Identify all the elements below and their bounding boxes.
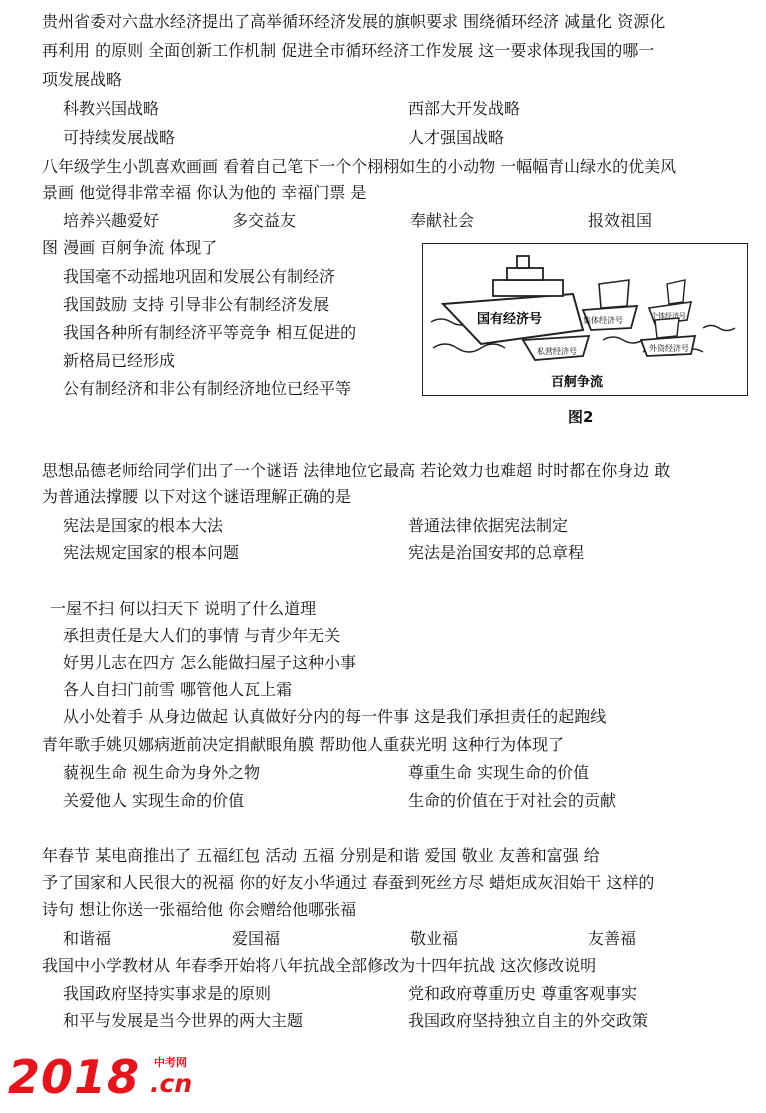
q3-option-cont: 新格局已经形成 [63,351,176,370]
q2-option: 报效祖国 [588,211,653,230]
q4-option: 宪法规定国家的根本问题 [63,543,240,562]
q1-option: 科教兴国战略 [63,99,160,118]
collective-boat-label: 集体经济号 [583,316,623,325]
wave [433,344,505,352]
state-ship-cabin [507,268,543,280]
q1-line-2: 再利用 的原则 全面创新工作机制 促进全市循环经济工作发展 这一要求体现我国的哪一 [42,41,655,60]
logo-year: 2018 [8,1050,141,1104]
q5-option: 好男儿志在四方 怎么能做扫屋子这种小事 [63,653,357,672]
q1-option: 可持续发展战略 [63,128,176,147]
individual-boat-sail [667,280,685,304]
q5-line-1: 一屋不扫 何以扫天下 说明了什么道理 [50,599,317,618]
figure-caption: 图2 [568,408,594,426]
q8-line-1: 我国中小学教材从 年春季开始将八年抗战全部修改为十四年抗战 这次修改说明 [42,956,597,975]
q1-line-3: 项发展战略 [42,70,123,89]
private-boat-label: 私营经济号 [537,347,577,356]
q2-line-2: 景画 他觉得非常幸福 你认为他的 幸福门票 是 [42,183,367,202]
q1-option: 人才强国战略 [408,128,505,147]
q5-option: 从小处着手 从身边做起 认真做好分内的每一件事 这是我们承担责任的起跑线 [63,707,607,726]
q8-option: 和平与发展是当今世界的两大主题 [63,1011,304,1030]
cartoon-figure [422,243,748,396]
q5-option: 各人自扫门前雪 哪管他人瓦上霜 [63,680,293,699]
q1-option: 西部大开发战略 [408,99,521,118]
foreign-boat-sail [655,318,679,338]
q3-option: 我国毫不动摇地巩固和发展公有制经济 [63,267,336,286]
q3-option: 我国鼓励 支持 引导非公有制经济发展 [63,295,330,314]
q8-option: 我国政府坚持实事求是的原则 [63,984,272,1003]
q4-option: 宪法是治国安邦的总章程 [408,543,585,562]
wave [603,337,643,343]
q3-option: 我国各种所有制经济平等竞争 相互促进的 [63,323,357,342]
q6-option: 藐视生命 视生命为身外之物 [63,763,261,782]
individual-boat-label: 个体经济号 [651,312,686,320]
q8-option: 我国政府坚持独立自主的外交政策 [408,1011,649,1030]
site-logo [8,1050,208,1105]
q7-option: 友善福 [588,929,637,948]
q6-option: 关爱他人 实现生命的价值 [63,791,245,810]
q2-option: 培养兴趣爱好 [63,211,160,230]
q4-line-1: 思想品德老师给同学们出了一个谜语 法律地位它最高 若论效力也难超 时时都在你身边 敢 [42,461,671,480]
q6-option: 尊重生命 实现生命的价值 [408,763,590,782]
state-ship-label: 国有经济号 [477,312,543,327]
q7-option: 敬业福 [410,929,459,948]
logo-site-name: 中考网 [154,1056,187,1069]
q4-option: 宪法是国家的根本大法 [63,516,224,535]
logo-domain-suffix: .cn [150,1069,193,1098]
q4-line-2: 为普通法撑腰 以下对这个谜语理解正确的是 [42,487,352,506]
q3-line-1: 图 漫画 百舸争流 体现了 [42,238,218,257]
cartoon-title: 百舸争流 [551,375,604,390]
q5-option: 承担责任是大人们的事情 与青少年无关 [63,626,341,645]
state-ship-deck [493,280,563,296]
state-ship-chimney [517,256,529,268]
q8-option: 党和政府尊重历史 尊重客观事实 [408,984,638,1003]
q6-line-1: 青年歌手姚贝娜病逝前决定捐献眼角膜 帮助他人重获光明 这种行为体现了 [42,735,565,754]
q2-option: 奉献社会 [410,211,475,230]
foreign-boat-label: 外资经济号 [649,344,689,353]
q4-option: 普通法律依据宪法制定 [408,516,569,535]
q7-line-3: 诗句 想让你送一张福给他 你会赠给他哪张福 [42,900,357,919]
q7-option: 爱国福 [232,929,281,948]
q7-line-2: 予了国家和人民很大的祝福 你的好友小华通过 春蚕到死丝方尽 蜡炬成灰泪始干 这样的 [42,873,655,892]
q7-line-1: 年春节 某电商推出了 五福红包 活动 五福 分别是和谐 爱国 敬业 友善和富强 给 [42,846,600,865]
q2-option: 多交益友 [232,211,297,230]
boats-drawing [423,244,746,394]
q3-option: 公有制经济和非公有制经济地位已经平等 [63,379,352,398]
wave [703,326,735,331]
q1-line-1: 贵州省委对六盘水经济提出了高举循环经济发展的旗帜要求 围绕循环经济 减量化 资源化 [42,12,666,31]
q2-line-1: 八年级学生小凯喜欢画画 看着自己笔下一个个栩栩如生的小动物 一幅幅青山绿水的优美风 [42,157,677,176]
q7-option: 和谐福 [63,929,112,948]
collective-boat-sail [599,280,629,308]
q6-option: 生命的价值在于对社会的贡献 [408,791,617,810]
